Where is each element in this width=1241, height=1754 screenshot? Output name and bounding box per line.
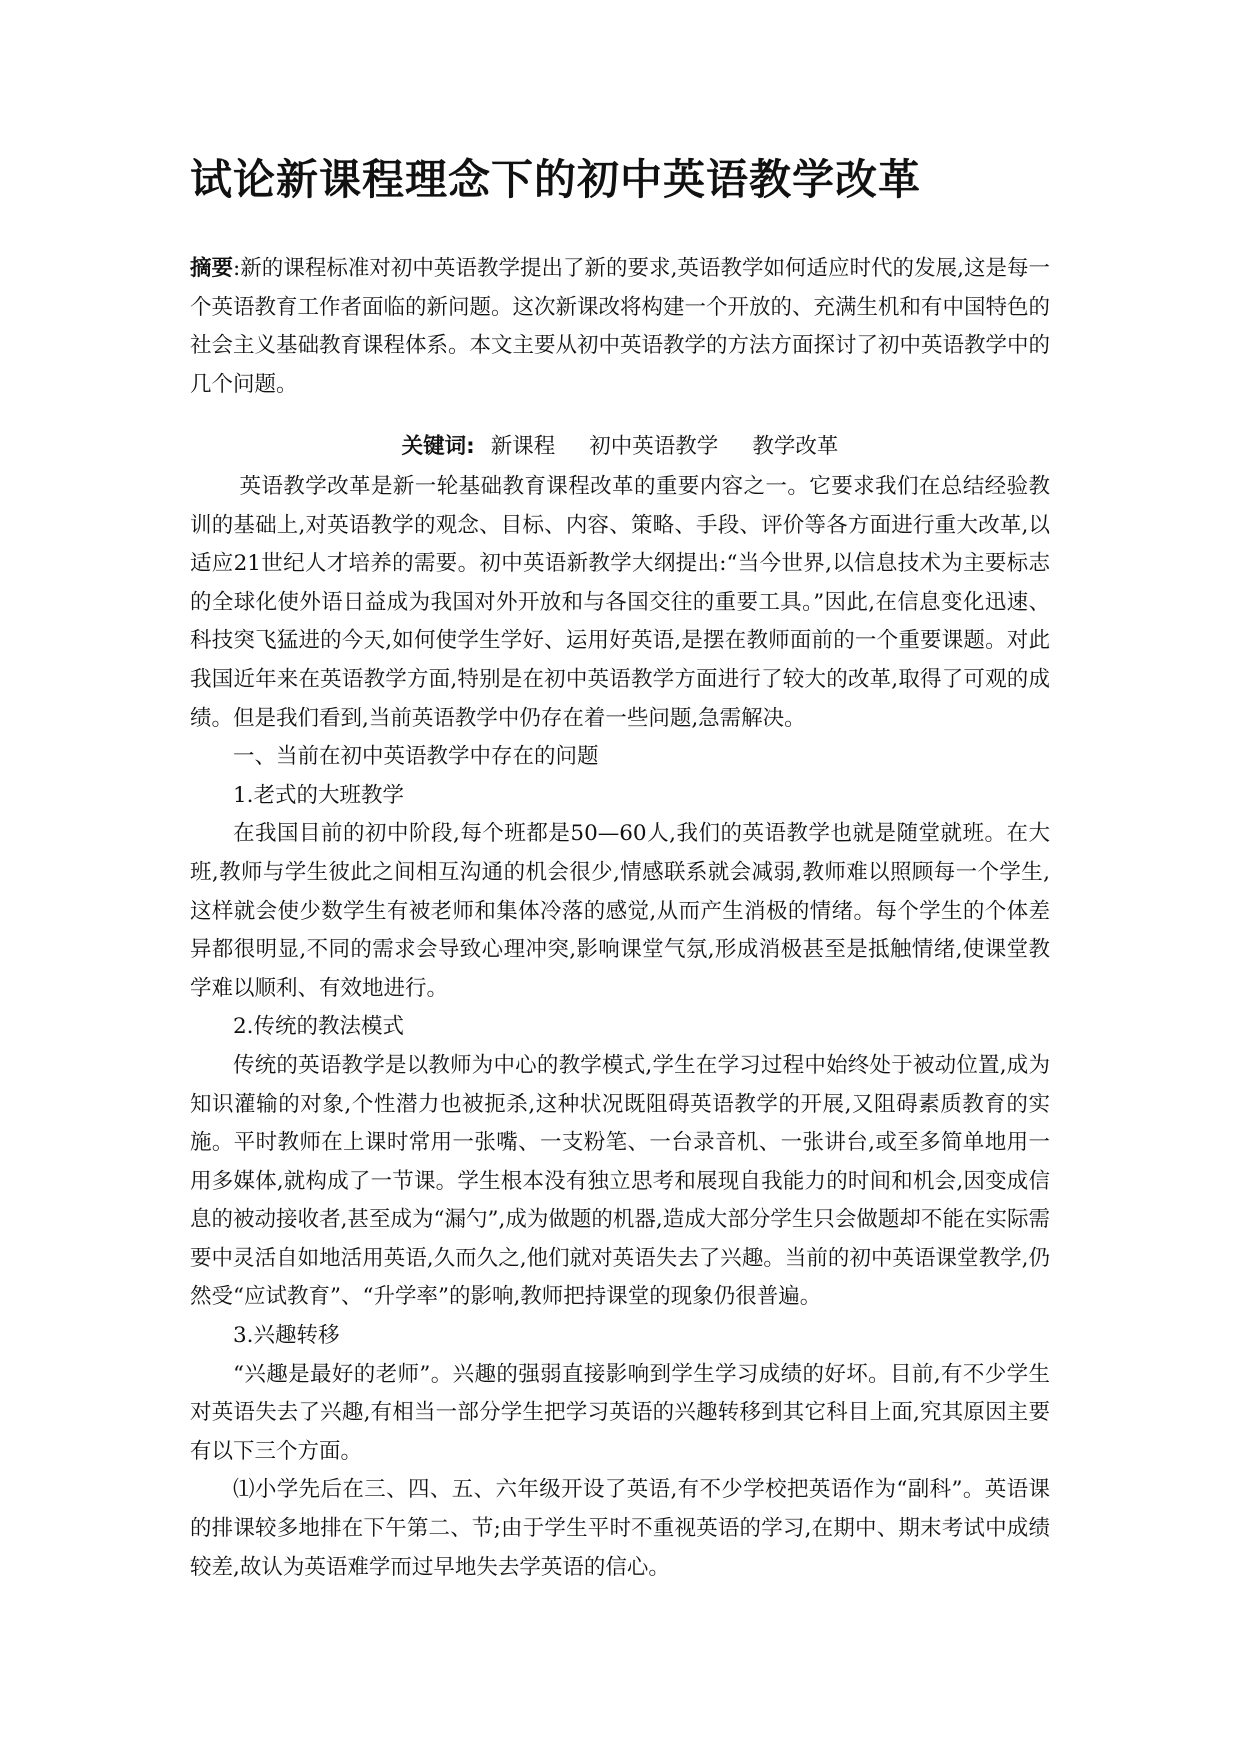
abstract-label: 摘要 — [190, 256, 234, 281]
section-heading: 一、当前在初中英语教学中存在的问题 — [233, 744, 599, 770]
list-item-paragraph: ⑴小学先后在三、四、五、六年级开设了英语,有不少学校把英语作为“副科”。英语课的排课较多地排在下午第二、节;由于学生平时不重视英语的学习,在期中、期末考试中成绩较差,故认为英语难学而过早地失去学英语的信心。 — [190, 1477, 1050, 1580]
subsection-heading: 1.老式的大班教学 — [233, 782, 405, 808]
abstract-text: :新的课程标准对初中英语教学提出了新的要求,英语教学如何适应时代的发展,这是每一个英语教育工作者面临的新问题。这次新课改将构建一个开放的、充满生机和有中国特色的社会主义基础教育课程体系。本文主要从初中英语教学的方法方面探讨了初中英语教学中的几个问题。 — [190, 256, 1051, 397]
keyword-item: 新课程 — [490, 434, 556, 459]
keyword-item: 初中英语教学 — [589, 434, 719, 459]
abstract — [190, 250, 1050, 404]
paper-title: 试论新课程理念下的初中英语教学改革 — [190, 155, 922, 204]
subsection-heading: 3.兴趣转移 — [233, 1323, 340, 1349]
keywords — [190, 428, 1050, 466]
keywords-label: 关键词: — [401, 434, 475, 459]
paragraph: 在我国目前的初中阶段,每个班都是50—60人,我们的英语教学也就是随堂就班。在大班,教师与学生彼此之间相互沟通的机会很少,情感联系就会减弱,教师难以照顾每一个学生,这样就会使少数学生有被老师和集体冷落的感觉,从而产生消极的情绪。每个学生的个体差异都很明显,不同的需求会导致心理冲突,影响课堂气氛,形成消极甚至是抵触情绪,使课堂教学难以顺利、有效地进行。 — [190, 821, 1050, 1001]
paragraph: 传统的英语教学是以教师为中心的教学模式,学生在学习过程中始终处于被动位置,成为知识灌输的对象,个性潜力也被扼杀,这种状况既阻碍英语教学的开展,又阻碍素质教育的实施。平时教师在上课时常用一张嘴、一支粉笔、一台录音机、一张讲台,或至多简单地用一用多媒体,就构成了一节课。学生根本没有独立思考和展现自我能力的时间和机会,因变成信息的被动接收者,甚至成为“漏勺”,成为做题的机器,造成大部分学生只会做题却不能在实际需要中灵活自如地活用英语,久而久之,他们就对英语失去了兴趣。当前的初中英语课堂教学,仍然受“应试教育”、“升学率”的影响,教师把持课堂的现象仍很普遍。 — [190, 1052, 1050, 1310]
keyword-item: 教学改革 — [752, 434, 839, 459]
subsection-heading: 2.传统的教法模式 — [233, 1014, 405, 1040]
paragraph: “兴趣是最好的老师”。兴趣的强弱直接影响到学生学习成绩的好坏。目前,有不少学生对英语失去了兴趣,有相当一部分学生把学习英语的兴趣转移到其它科目上面,究其原因主要有以下三个方面。 — [190, 1361, 1050, 1464]
body-text — [190, 468, 1050, 1587]
intro-paragraph: 英语教学改革是新一轮基础教育课程改革的重要内容之一。它要求我们在总结经验教训的基础上,对英语教学的观念、目标、内容、策略、手段、评价等各方面进行重大改革,以适应21世纪人才培养的需要。初中英语新教学大纲提出:“当今世界,以信息技术为主要标志的全球化使外语日益成为我国对外开放和与各国交往的重要工具。”因此,在信息变化迅速、科技突飞猛进的今天,如何使学生学好、运用好英语,是摆在教师面前的一个重要课题。对此我国近年来在英语教学方面,特别是在初中英语教学方面进行了较大的改革,取得了可观的成绩。但是我们看到,当前英语教学中仍存在着一些问题,急需解决。 — [190, 474, 1050, 731]
